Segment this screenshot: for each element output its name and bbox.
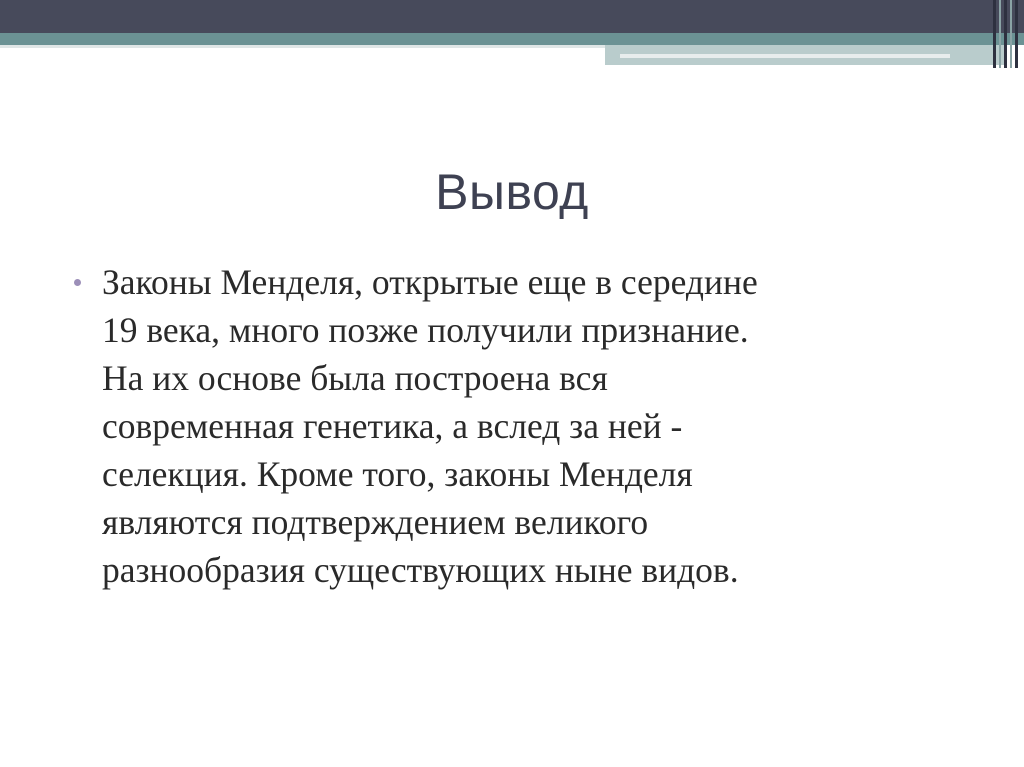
bullet-item [72, 258, 952, 594]
bullet-line: современная генетика, а вслед за ней - [102, 406, 683, 446]
header-stripe [1015, 0, 1018, 68]
bullet-dot-icon [74, 279, 81, 286]
header-stripe [1004, 0, 1007, 68]
header-teal-bar [0, 33, 1024, 45]
header-stripe [999, 0, 1001, 68]
bullet-line: На их основе была построена вся [102, 358, 608, 398]
bullet-line: Законы Менделя, открытые еще в середине [102, 262, 758, 302]
header-light-bar-accent [620, 54, 950, 58]
bullet-line: селекция. Кроме того, законы Менделя [102, 454, 693, 494]
header-light-bar [0, 45, 605, 48]
header-stripe [993, 0, 996, 68]
bullet-line: разнообразия существующих ныне видов. [102, 550, 739, 590]
bullet-line: являются подтверждением великого [102, 502, 649, 542]
header-stripe [1010, 0, 1012, 68]
slide-content [72, 258, 952, 594]
bullet-line: 19 века, много позже получили признание. [102, 310, 749, 350]
header-dark-bar [0, 0, 1024, 33]
slide-title: Вывод [435, 164, 589, 220]
